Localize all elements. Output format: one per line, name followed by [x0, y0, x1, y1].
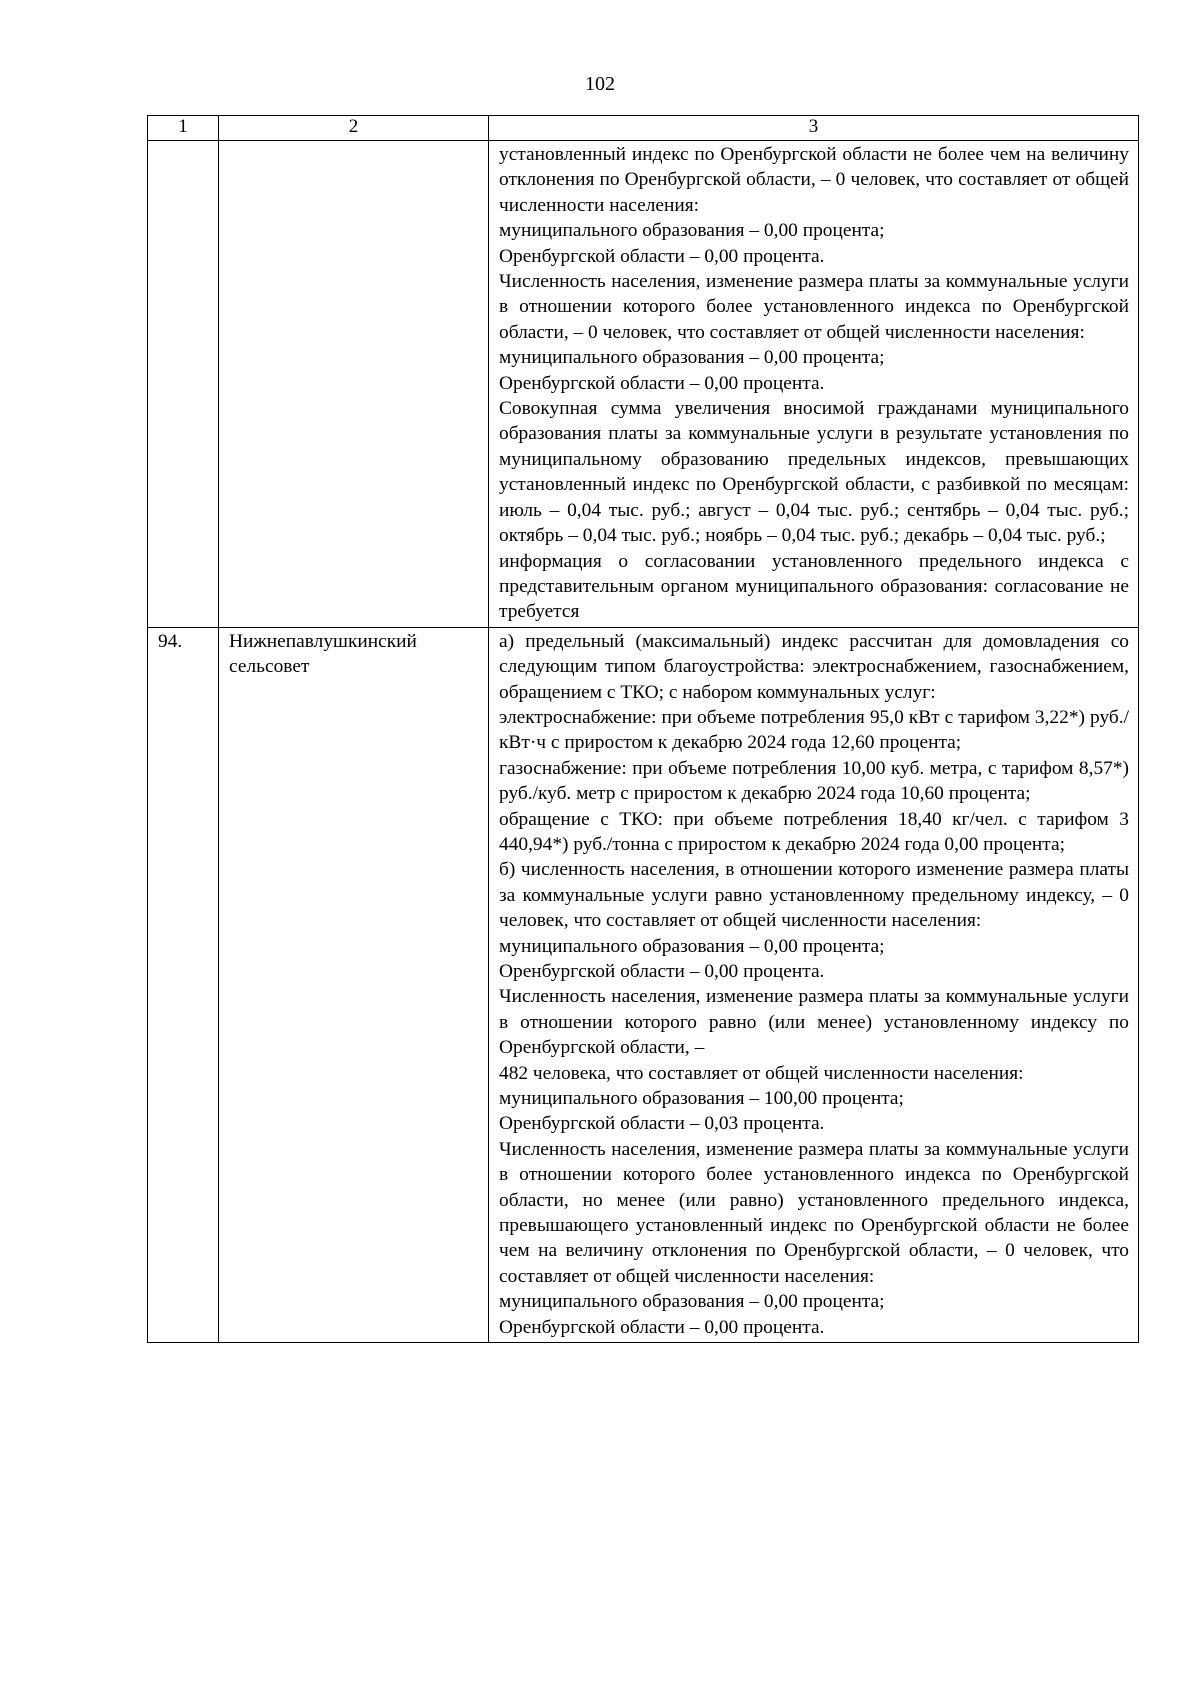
paragraph: Численность населения, изменение размера платы за коммунальные услуги в отношении которого равно (или менее) установленному индексу по Оренбургской области, –	[499, 986, 1129, 1059]
row-text-cell	[489, 141, 1139, 628]
paragraph: Оренбургской области – 0,00 процента.	[499, 372, 825, 394]
paragraph: муниципального образования – 100,00 процента;	[499, 1088, 904, 1110]
row-number-cell: 94.	[148, 627, 219, 1342]
paragraph: газоснабжение: при объеме потребления 10,00 куб. метра, с тарифом 8,57*) руб./куб. метр с приростом к декабрю 2024 года 10,60 процента;	[499, 757, 1129, 805]
paragraph: обращение с ТКО: при объеме потребления 18,40 кг/чел. с тарифом 3 440,94*) руб./тонна с приростом к декабрю 2024 года 0,00 процента;	[499, 808, 1129, 855]
paragraph: б) численность населения, в отношении которого изменение размера платы за коммунальные услуги равно установленному предельному индексу, – 0 человек, что составляет от общей численности населения:	[499, 859, 1129, 932]
paragraph: муниципального образования – 0,00 процента;	[499, 220, 885, 242]
paragraph: 482 человека, что составляет от общей численности населения:	[499, 1062, 1024, 1084]
paragraph: электроснабжение: при объеме потребления 95,0 кВт с тарифом 3,22*) руб./кВт·ч с приростом к декабрю 2024 года 12,60 процента;	[499, 706, 1129, 754]
paragraph: муниципального образования – 0,00 процента;	[499, 347, 885, 369]
paragraph: информация о согласовании установленного предельного индекса с представительным органом муниципального образования: согласование не требуется	[499, 550, 1129, 623]
paragraph: Численность населения, изменение размера платы за коммунальные услуги в отношении которого более установленного индекса по Оренбургской области, – 0 человек, что составляет от общей численности населения:	[499, 271, 1129, 343]
row-name-cell	[219, 141, 489, 628]
paragraph: Оренбургской области – 0,00 процента.	[499, 961, 825, 982]
page-number: 102	[585, 73, 615, 95]
paragraph: Оренбургской области – 0,03 процента.	[499, 1113, 825, 1135]
paragraph: Совокупная сумма увеличения вносимой гражданами муниципального образования платы за коммунальные услуги в результате установления по муниципальному образованию предельных индексов, превышающих установленный индекс по Оренбургской области, с разбивкой по месяцам: июль – 0,04 тыс. руб.; август – 0,04 тыс. руб.; сентябрь – 0,04 тыс. руб.; октябрь – 0,04 тыс. руб.; ноябрь – 0,04 тыс. руб.; декабрь – 0,04 тыс. руб.;	[499, 398, 1129, 547]
paragraph: Численность населения, изменение размера платы за коммунальные услуги в отношении которого более установленного индекса по Оренбургской области, но менее (или равно) установленного предельного индекса, превышающего установленный индекс по Оренбургской области не более чем на величину отклонения по Оренбургской области, – 0 человек, что составляет от общей численности населения:	[499, 1138, 1129, 1287]
paragraph: Оренбургской области – 0,00 процента.	[499, 245, 825, 267]
table-row-continuation	[148, 141, 1139, 628]
row-number-cell	[148, 141, 219, 628]
paragraph: а) предельный (максимальный) индекс рассчитан для домовладения со следующим типом благоустройства: электроснабжением, газоснабжением, обращением с ТКО; с набором коммунальных услуг:	[499, 630, 1129, 703]
row-name-cell: Нижнепавлушкинский сельсовет	[219, 627, 489, 1342]
document-table	[147, 115, 1139, 1343]
header-cell-3: 3	[489, 116, 1139, 141]
table-header-row	[148, 116, 1139, 141]
table-row-94	[148, 627, 1139, 1342]
paragraph: установленный индекс по Оренбургской области не более чем на величину отклонения по Оренбургской области, – 0 человек, что составляет от общей численности населения:	[499, 144, 1129, 216]
paragraph: муниципального образования – 0,00 процента;	[499, 935, 885, 957]
row-text-cell	[489, 627, 1139, 1342]
paragraph: Оренбургской области – 0,00 процента.	[499, 1316, 825, 1338]
header-cell-1: 1	[148, 116, 219, 141]
paragraph: муниципального образования – 0,00 процента;	[499, 1291, 885, 1313]
header-cell-2: 2	[219, 116, 489, 141]
